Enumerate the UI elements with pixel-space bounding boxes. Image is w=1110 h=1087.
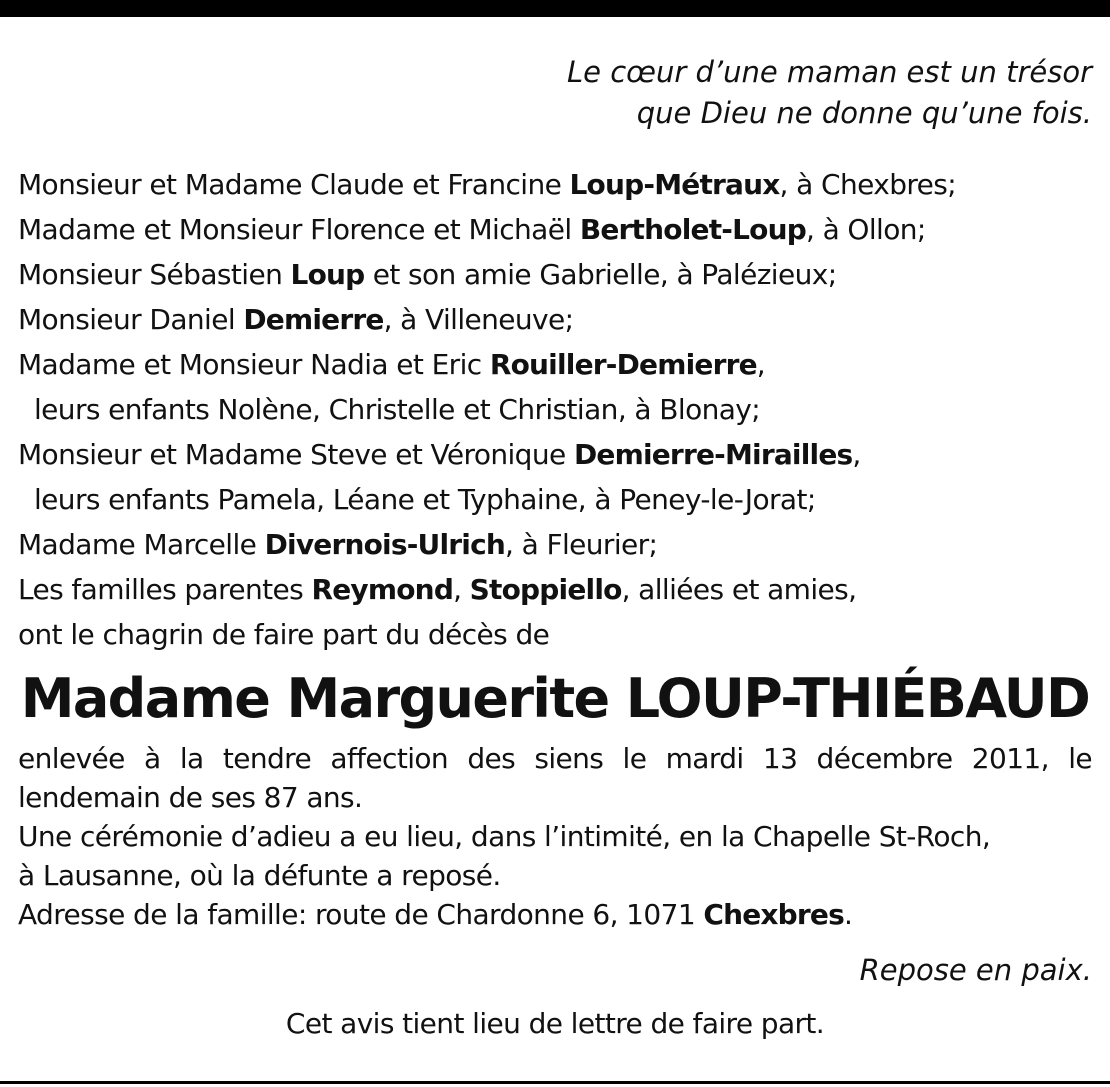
family-text: , à Chexbres; — [779, 168, 957, 201]
family-surname: Loup-Métraux — [569, 168, 780, 201]
family-text: Les familles parentes — [18, 573, 312, 606]
family-surname: Demierre-Mirailles — [573, 438, 853, 471]
family-line — [18, 297, 1092, 342]
family-text: , à Ollon; — [805, 213, 926, 246]
address-city: Chexbres — [703, 898, 844, 931]
family-line — [18, 567, 1092, 612]
details-line-4: à Lausanne, où la défunte a reposé. — [18, 859, 501, 892]
family-text: Madame et Monsieur Nadia et Eric — [18, 348, 490, 381]
family-text: , — [756, 348, 766, 381]
obituary-notice — [18, 52, 1092, 1044]
family-surname: Reymond — [311, 573, 454, 606]
family-text: Monsieur Sébastien — [18, 258, 291, 291]
family-line — [18, 342, 1092, 387]
family-surname: Loup — [290, 258, 365, 291]
family-surname: Bertholet-Loup — [579, 213, 806, 246]
details-line-3: Une cérémonie d’adieu a eu lieu, dans l’intimité, en la Chapelle St-Roch, — [18, 820, 991, 853]
family-line-children: leurs enfants Nolène, Christelle et Christian, à Blonay; — [34, 393, 761, 426]
address-text: Adresse de la famille: route de Chardonne 6, 1071 — [18, 898, 704, 931]
family-text: Madame Marcelle — [18, 528, 265, 561]
family-text: , alliées et amies, — [621, 573, 857, 606]
deceased-name: Madame Marguerite LOUP-THIÉBAUD — [20, 667, 1090, 730]
details — [18, 739, 1092, 934]
family-line — [18, 432, 1092, 477]
family-surname: Rouiller-Demierre — [489, 348, 757, 381]
family-surname: Demierre — [243, 303, 384, 336]
family-text: Monsieur et Madame Steve et Véronique — [18, 438, 574, 471]
announcement-line: ont le chagrin de faire part du décès de — [18, 618, 550, 651]
family-line — [18, 252, 1092, 297]
family-list — [18, 162, 1092, 657]
epigraph-line-1: Le cœur d’une maman est un trésor — [566, 55, 1092, 89]
family-text: , — [852, 438, 861, 471]
details-line-1: enlevée à la tendre affection des siens le mardi 13 décembre 2011, le — [18, 742, 1092, 775]
family-line — [18, 162, 1092, 207]
family-text: , — [453, 573, 470, 606]
details-line-2: lendemain de ses 87 ans. — [18, 781, 363, 814]
family-text: Madame et Monsieur Florence et Michaël — [18, 213, 580, 246]
epigraph — [18, 52, 1092, 134]
family-text: Monsieur Daniel — [18, 303, 244, 336]
family-text: Monsieur et Madame Claude et Francine — [18, 168, 570, 201]
family-address — [18, 895, 1092, 934]
footer-note: Cet avis tient lieu de lettre de faire part. — [285, 1007, 825, 1040]
closing-phrase: Repose en paix. — [859, 953, 1092, 987]
family-text: , à Villeneuve; — [383, 303, 574, 336]
family-surname: Divernois-Ulrich — [264, 528, 505, 561]
bottom-rule — [0, 1081, 1110, 1084]
address-text: . — [844, 898, 853, 931]
family-line — [18, 207, 1092, 252]
top-rule — [0, 0, 1110, 17]
family-line — [18, 522, 1092, 567]
family-surname: Stoppiello — [469, 573, 622, 606]
family-line-children: leurs enfants Pamela, Léane et Typhaine, à Peney-le-Jorat; — [34, 483, 816, 516]
family-text: , à Fleurier; — [505, 528, 658, 561]
epigraph-line-2: que Dieu ne donne qu’une fois. — [636, 96, 1092, 130]
family-text: et son amie Gabrielle, à Palézieux; — [364, 258, 837, 291]
